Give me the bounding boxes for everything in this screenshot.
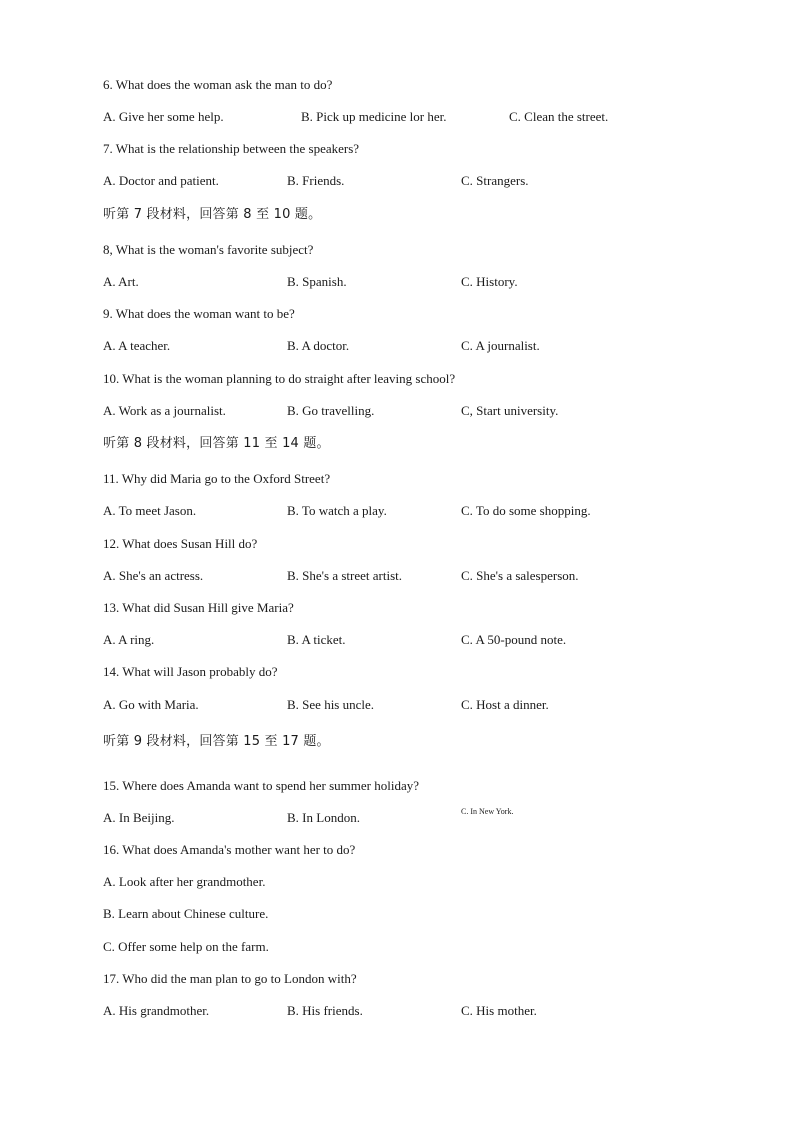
option-a: A. His grandmother.: [103, 1003, 210, 1018]
option-b: B. Pick up medicine lor her.: [301, 109, 447, 124]
option-b: B. Spanish.: [287, 274, 347, 289]
option-a: A. Doctor and patient.: [103, 173, 219, 188]
option-a: A. A teacher.: [103, 338, 171, 353]
section-heading-9: 听第 9 段材料，回答第 15 至 17 题。: [103, 734, 330, 749]
options-17: [103, 1001, 663, 1021]
option-a: A. Work as a journalist.: [103, 403, 226, 418]
option-a: A. To meet Jason.: [103, 503, 197, 518]
question-6: 6. What does the woman ask the man to do?: [103, 77, 333, 92]
question-16: 16. What does Amanda's mother want her to do?: [103, 842, 356, 857]
question-10: 10. What is the woman planning to do straight after leaving school?: [103, 371, 456, 386]
options-8: [103, 272, 663, 292]
question-8: 8, What is the woman's favorite subject?: [103, 242, 314, 257]
option-b: B. In London.: [287, 810, 360, 825]
options-10: [103, 401, 663, 421]
option-c: C. Offer some help on the farm.: [103, 939, 269, 954]
option-c: C. In New York.: [461, 807, 514, 816]
option-a: A. A ring.: [103, 632, 155, 647]
option-c: C, Start university.: [461, 403, 559, 418]
options-15: [103, 808, 663, 828]
question-15: 15. Where does Amanda want to spend her summer holiday?: [103, 778, 420, 793]
option-c: C. She's a salesperson.: [461, 568, 579, 583]
option-c: C. To do some shopping.: [461, 503, 591, 518]
option-b: B. His friends.: [287, 1003, 363, 1018]
section-heading-8: 听第 8 段材料，回答第 11 至 14 题。: [103, 436, 330, 451]
option-c: C. History.: [461, 274, 518, 289]
option-b: B. Learn about Chinese culture.: [103, 906, 269, 921]
option-c: C. A journalist.: [461, 338, 540, 353]
question-14: 14. What will Jason probably do?: [103, 664, 278, 679]
question-13: 13. What did Susan Hill give Maria?: [103, 600, 294, 615]
option-a: A. Give her some help.: [103, 109, 224, 124]
options-11: [103, 501, 663, 521]
option-b: B. To watch a play.: [287, 503, 387, 518]
question-7: 7. What is the relationship between the speakers?: [103, 141, 360, 156]
question-11: 11. Why did Maria go to the Oxford Street?: [103, 471, 331, 486]
option-b: B. Friends.: [287, 173, 345, 188]
option-b: B. A ticket.: [287, 632, 346, 647]
options-9: [103, 336, 663, 356]
option-a: A. Look after her grandmother.: [103, 874, 266, 889]
option-c: C. His mother.: [461, 1003, 537, 1018]
option-a: A. In Beijing.: [103, 810, 175, 825]
option-b: B. See his uncle.: [287, 697, 375, 712]
option-c: C. Strangers.: [461, 173, 529, 188]
section-heading-7: 听第 7 段材料，回答第 8 至 10 题。: [103, 207, 322, 222]
option-c: C. A 50-pound note.: [461, 632, 567, 647]
option-b: B. She's a street artist.: [287, 568, 402, 583]
question-17: 17. Who did the man plan to go to London with?: [103, 971, 357, 986]
option-a: A. Art.: [103, 274, 139, 289]
question-12: 12. What does Susan Hill do?: [103, 536, 258, 551]
options-7: [103, 171, 663, 191]
option-b: B. Go travelling.: [287, 403, 375, 418]
options-6: [103, 107, 663, 127]
option-a: A. She's an actress.: [103, 568, 204, 583]
question-9: 9. What does the woman want to be?: [103, 306, 295, 321]
option-b: B. A doctor.: [287, 338, 350, 353]
options-12: [103, 566, 663, 586]
options-13: [103, 630, 663, 650]
option-a: A. Go with Maria.: [103, 697, 199, 712]
options-14: [103, 695, 663, 715]
option-c: C. Host a dinner.: [461, 697, 549, 712]
option-c: C. Clean the street.: [509, 109, 609, 124]
